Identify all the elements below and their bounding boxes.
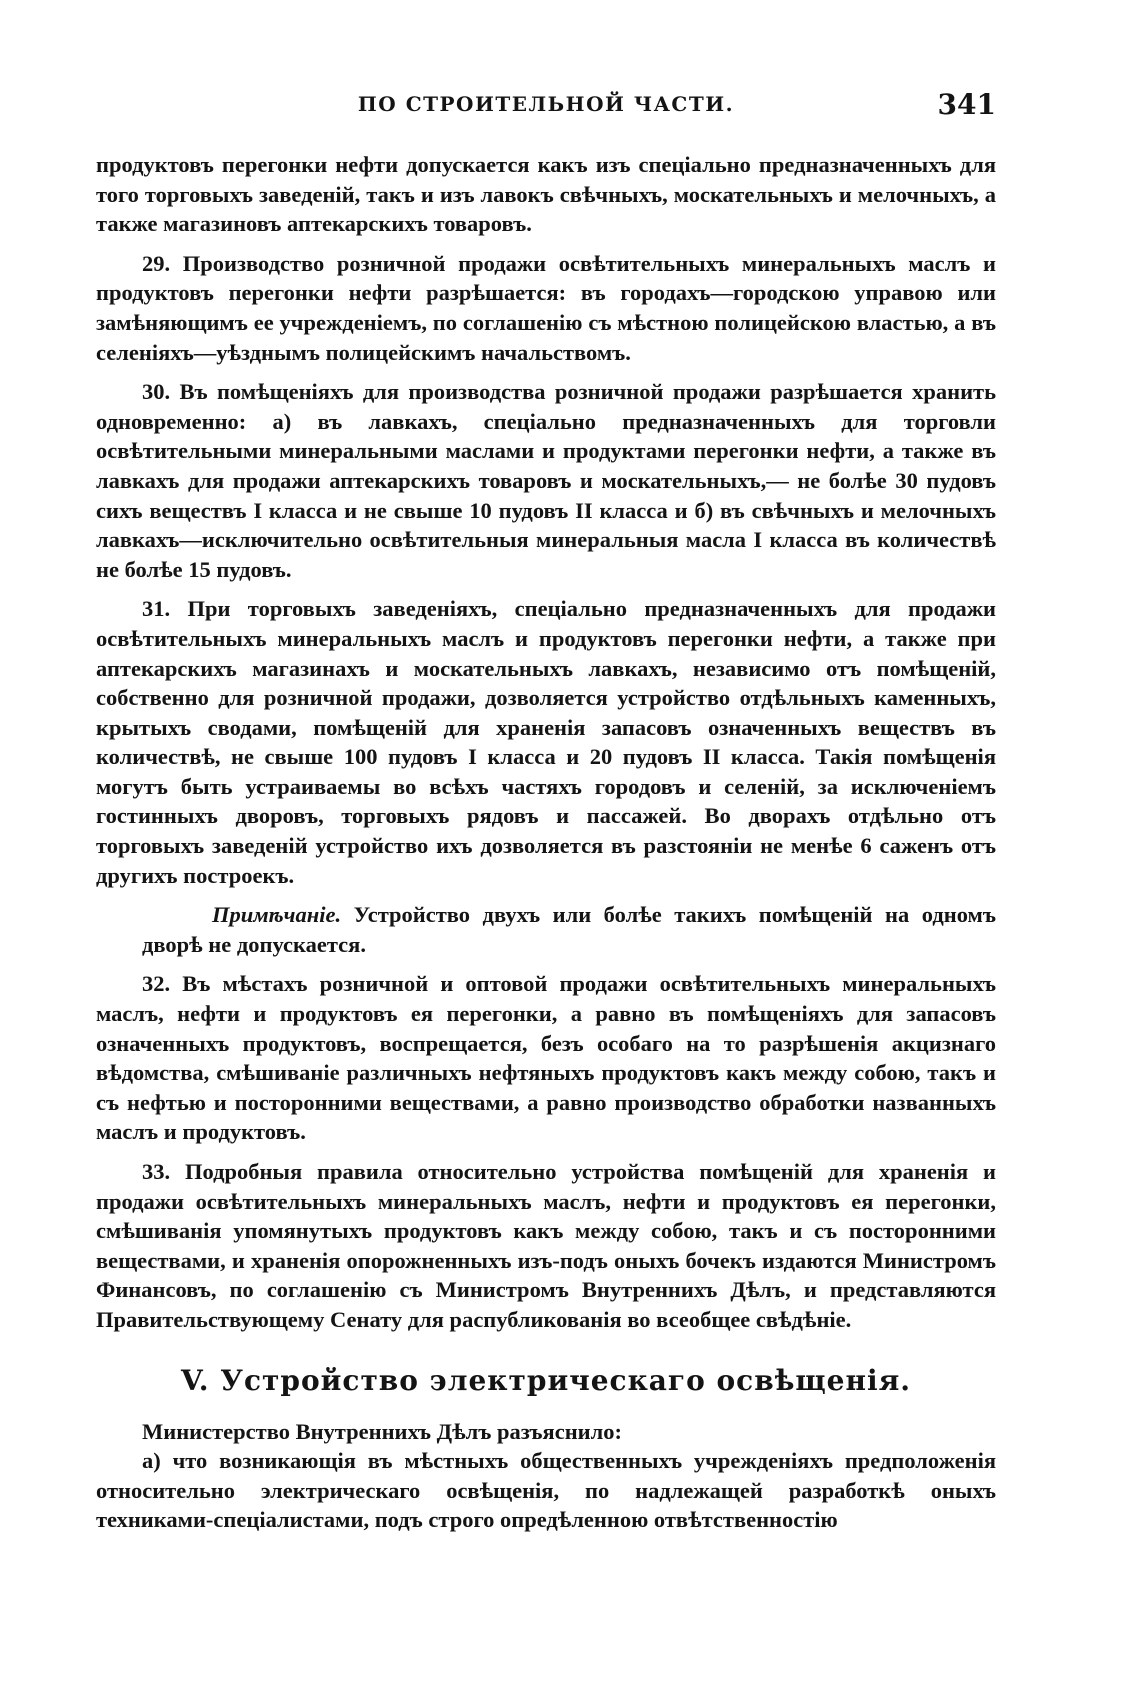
page-number: 341: [937, 88, 996, 121]
section-item-a: а) что возникающія въ мѣстныхъ общественныхъ учрежденіяхъ предположенія относительно электрическаго освѣщенія, по надлежащей разработкѣ оныхъ техниками-спеціалистами, подъ строго опредѣленною отвѣтственностію: [96, 1448, 996, 1533]
article-31-note: [142, 900, 996, 959]
section-heading: V. Устройство электрическаго освѣщенія.: [180, 1363, 912, 1397]
note-label: Примѣчаніе.: [212, 902, 342, 928]
article-30: 30. Въ помѣщеніяхъ для производства розничной продажи разрѣшается хранить одновременно: а) въ лавкахъ, спеціально предназначенныхъ для торговли освѣтительными минеральными маслами и продуктами перегонки нефти, а также въ лавкахъ для продажи аптекарскихъ товаровъ и москательныхъ,— не болѣе 30 пудовъ сихъ веществъ I класса и не свыше 10 пудовъ II класса и б) въ свѣчныхъ и мелочныхъ лавкахъ—исключительно освѣтительныя минеральныя масла I класса въ количествѣ не болѣе 15 пудовъ.: [96, 379, 996, 582]
running-head-title: ПО СТРОИТЕЛЬНОЙ ЧАСТИ.: [357, 92, 735, 116]
note-text: Устройство двухъ или болѣе такихъ помѣщеній на одномъ дворѣ не допускается.: [142, 902, 996, 957]
article-33: 33. Подробныя правила относительно устройства помѣщеній для храненія и продажи освѣтительныхъ минеральныхъ маслъ, нефти и продуктовъ ея перегонки, смѣшиванія упомянутыхъ продуктовъ какъ между собою, такъ и съ посторонними веществами, и храненія опорожненныхъ изъ-подъ оныхъ бочекъ издаются Министромъ Финансовъ, по соглашенію съ Министромъ Внутреннихъ Дѣлъ, и представляются Правительствующему Сенату для распубликованія во всеобщее свѣдѣніе.: [96, 1159, 996, 1332]
section-intro: Министерство Внутреннихъ Дѣлъ разъяснило:: [142, 1418, 622, 1444]
article-31: 31. При торговыхъ заведеніяхъ, спеціально предназначенныхъ для продажи освѣтительныхъ минеральныхъ маслъ и продуктовъ перегонки нефти, а также при аптекарскихъ магазинахъ и москательныхъ лавкахъ, независимо отъ помѣщеній, собственно для розничной продажи, дозволяется устройство отдѣльныхъ каменныхъ, крытыхъ сводами, помѣщеній для храненія запасовъ означенныхъ веществъ въ количествѣ, не свыше 100 пудовъ I класса и 20 пудовъ II класса. Такія помѣщенія могутъ быть устраиваемы во всѣхъ частяхъ городовъ и селеній, за исключеніемъ гостинныхъ дворовъ, торговыхъ рядовъ и пассажей. Во дворахъ отдѣльно отъ торговыхъ заведеній устройство ихъ дозволяется въ разстояніи не менѣе 6 саженъ отъ другихъ построекъ.: [96, 596, 996, 888]
paragraph-continued: продуктовъ перегонки нефти допускается какъ изъ спеціально предназначенныхъ для того торговыхъ заведеній, такъ и изъ лавокъ свѣчныхъ, москательныхъ и мелочныхъ, а также магазиновъ аптекарскихъ товаровъ.: [96, 152, 996, 237]
article-29: 29. Производство розничной продажи освѣтительныхъ минеральныхъ маслъ и продуктовъ перегонки нефти разрѣшается: въ городахъ—городскою управою или замѣняющимъ ее учрежденіемъ, по соглашенію съ мѣстною полицейскою властью, а въ селеніяхъ—уѣзднымъ полицейскимъ начальствомъ.: [96, 250, 996, 365]
running-head: [96, 88, 996, 128]
page-body: [96, 150, 996, 1535]
article-32: 32. Въ мѣстахъ розничной и оптовой продажи освѣтительныхъ минеральныхъ маслъ, нефти и продуктовъ ея перегонки, а равно въ помѣщеніяхъ для запасовъ означенныхъ продуктовъ, воспрещается, безъ особаго на то разрѣшенія акцизнаго вѣдомства, смѣшиваніе различныхъ нефтяныхъ продуктовъ какъ между собою, такъ и съ нефтью и посторонними веществами, а равно производство обработки названныхъ маслъ и продуктовъ.: [96, 971, 996, 1145]
